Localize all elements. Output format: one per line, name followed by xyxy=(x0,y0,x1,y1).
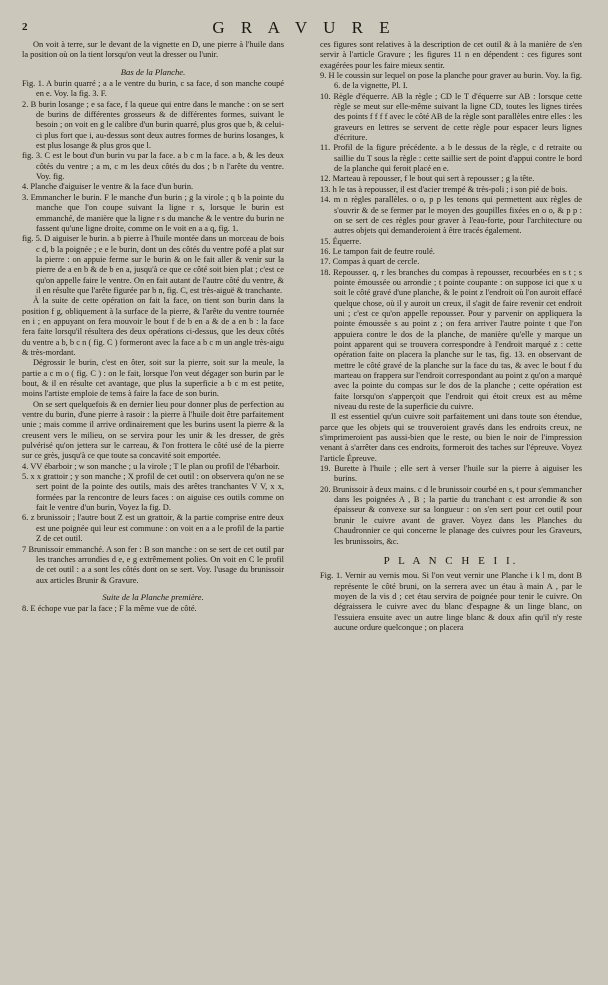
paragraph: À la suite de cette opération on fait la face, on tient son burin dans la position f g, obliquement à la surface de la pierre, & l'arête du ventre tournée en i ; en appuyant on fera mouvoir le bout f de b en a & de a en b : la face fera faite lorsqu'il résultera des deux opérations ci-dessus, que les deux côtés du ventre a b, b c n ( fig. C ) formeront avec la face a b c m un angle très-aigu & très-mordant. xyxy=(22,296,284,357)
paragraph: 2. B burin losange ; e sa face, f la queue qui entre dans le manche : on se sert de burins de différentes grosseurs & de différentes formes, suivant le besoin ; on voit en g le calibre d'un burin quarré, plus gros que b, & celui-ci plus fort que i, au-dessus sont deux autres formes de burins losanges, k est plus losange & plus gros que l. xyxy=(22,99,284,151)
paragraph: Fig. 1. A burin quarré ; a a le ventre du burin, c sa face, d son manche coupé en e. Voy. la fig. 3. F. xyxy=(22,79,284,99)
paragraph: On se sert quelquefois & en dernier lieu pour donner plus de perfection au ventre du burin, d'une pierre à rasoir : la pierre à l'huile doit être parfaitement unie ; mais comme il arrive ordinairement que les burins usent la pierre & la creusent vers le milieu, on se servira pour les unir & les dresser, de grès pulvérisé qu'on jettera sur le carreau, & l'on frottera le côté usé de la pierre sur ce grès, jusqu'à ce que toute sa concavité soit emportée. xyxy=(22,399,284,461)
column-right xyxy=(320,40,582,633)
column-left xyxy=(22,40,284,615)
paragraph: 18. Repousser. q, r les branches du compas à repousser, recourbées en s t ; s pointe émoussée ou arrondie ; t pointe coupante : on suppose ici que x u soit le côté gravé d'une planche, & le point z l'endroit où l'on auroit effacé quelque chose, où il y auroit un creux, il s'agit de faire revenir cet endroit uni ; c'est ce qu'on appelle repousser. Pour y parvenir on appliquera la pointe émoussée s au point z ; on fera arriver l'autre pointe t que l'on appuiera contre le dos de la planche, de manière qu'elle y marque un point apparent qui se trouvera correspondre à l'endroit marqué z : cette opération faite on placera la planche sur le tas, fig. 13. en observant de mettre le côté gravé de la planche sur la face du tas, & avec le bout f du marteau on frappera sur l'endroit correspondant au point z qu'on a marqué avec la pointe du compas sur le dos de la planche ; cette opération est faite lorsqu'on s'apperçoit que l'endroit qui étoit creux est au même niveau du reste de la superficie du cuivre. xyxy=(320,267,582,412)
paragraph: 5. x x grattoir ; y son manche ; X profil de cet outil : on observera qu'on ne se sert point de la pointe des outils, mais des arêtes tranchantes V V, x x, formées par la rencontre de leurs faces : on aiguise ces outils comme on fait le ventre d'un burin, Voyez la fig. D. xyxy=(22,472,284,513)
paragraph: 10. Règle d'équerre. AB la règle ; CD le T d'équerre sur AB : lorsque cette règle se meut sur elle-même suivant la ligne CD, toutes les lignes tirées des points f f f f avec le côté AB de la règle sont parallèles entre elles : les graveurs en lettres se servent de cette règle pour espacer leurs lignes d'écriture. xyxy=(320,91,582,143)
paragraph: fig. 5. D aiguiser le burin. a b pierre à l'huile montée dans un morceau de bois c d, b la poignée ; e e le burin, dont un des côtés du ventre pofé a plat sur la pierre : on appuie ferme sur le burin & on le fait aller & venir sur la pierre de a en b & de b en a, jusqu'à ce que ce côté soit bien plat ; c'est ce qu'on appelle faire le ventre. On en fait autant de l'autre côté du ventre, & il en résulte que l'arête figurée par b n, fig. C, est très-aiguë & tranchante. xyxy=(22,234,284,295)
page-header xyxy=(0,18,608,40)
section-heading: Suite de la Planche première. xyxy=(102,591,204,602)
text-columns xyxy=(0,40,608,980)
paragraph: 13. h le tas à repousser, il est d'acier trempé & très-poli ; i son pié de bois. xyxy=(320,184,568,194)
paragraph: Il est essentiel qu'un cuivre soit parfaitement uni dans toute son étendue, parce que les objets qui se trouveroient gravés dans les endroits creux, ne s'imprimeroient pas aussi-bien que le reste, ou bien le noir de l'impression venant à s'arrêter dans ces endroits, formeroit des taches sur l'épreuve. Voyez l'article Épreuve. xyxy=(320,412,582,463)
paragraph: 9. H le coussin sur lequel on pose la planche pour graver au burin. Voy. la fig. 6. de la vignette, Pl. I. xyxy=(320,71,582,91)
paragraph: 19. Burette à l'huile ; elle sert à verser l'huile sur la pierre à aiguiser les burins. xyxy=(320,464,582,484)
paragraph: 15. Équerre. xyxy=(320,236,362,246)
paragraph: On voit à terre, sur le devant de la vignette en D, une pierre à l'huile dans la position où on la tient lorsqu'on veut la dresser ou l'unir. xyxy=(22,40,284,60)
running-title: G R A V U R E xyxy=(212,18,396,37)
paragraph: ces figures sont relatives à la description de cet outil & à la manière de s'en servir à l'article Gravure ; les figures 11 n en dépendent : ces figures sont exagérées pour les faire mieux sentir. xyxy=(320,40,582,70)
paragraph: 14. m n règles parallèles. o o, p p les tenons qui permettent aux règles de s'ouvrir & de se fermer par le moyen des goupilles fixées en o o, & p p : on se sert de ces règles pour graver à l'eau-forte, pour l'architecture ou autres objets qui demanderoient à être tracés également. xyxy=(320,195,582,236)
paragraph: 4. VV ébarboir ; w son manche ; u la virole ; T le plan ou profil de l'ébarboir. xyxy=(22,461,280,471)
paragraph: 17. Compas à quart de cercle. xyxy=(320,257,420,267)
paragraph: 16. Le tampon fait de feutre roulé. xyxy=(320,246,435,256)
paragraph: 4. Planche d'aiguiser le ventre & la face d'un burin. xyxy=(22,182,194,192)
paragraph: 12. Marteau à repousser, f le bout qui sert à repousser ; g la tête. xyxy=(320,174,535,184)
paragraph: 6. z brunissoir ; l'autre bout Z est un grattoir, & la partie comprise entre deux est une poignée qui leur est commune : on voit en a a le profil de la partie Z de cet outil. xyxy=(22,513,284,544)
paragraph: Fig. 1. Vernir au vernis mou. Si l'on veut vernir une Planche i k l m, dont B représente le côté bruni, on la serrera avec un étau à main A , par le moyen de la vis d ; cet étau servira de poignée pour tenir le cuivre. On dégraissera le cuivre avec du blanc d'espagne & un linge blanc, on l'essuiera ensuite avec un autre linge blanc & doux afin qu'il n'y reste aucune ordure quelconque ; on placera xyxy=(320,571,582,632)
paragraph: Dégrossir le burin, c'est en ôter, soit sur la pierre, soit sur la meule, la partie a c m o ( fig. C ) : on le fait, lorsque l'on veut dégager son burin par le bout, & il en résulte cet avantage, que plus la superficie a b c m est petite, moins l'artiste emploie de tems à faire la face de son burin. xyxy=(22,358,284,399)
paragraph: 8. E échope vue par la face ; F la même vue de côté. xyxy=(22,604,197,614)
paragraph: 11. Profil de la figure précédente. a b le dessus de la règle, c d retraite ou saillie du T sous la règle : cette saillie sert de point d'appui contre le bord de la planche qui feroit placé en e. xyxy=(320,143,582,174)
paragraph: 7 Brunissoir emmanché. A son fer : B son manche : on se sert de cet outil par les tranches arrondies d e, e g extrêmement polies. On voit en C le profil de cet outil : a a sont les côtés dont on se sert. Voy. l'usage du brunissoir aux articles Brunir & Gravure. xyxy=(22,544,284,585)
section-heading: Bas de la Planche. xyxy=(120,66,186,77)
plate-heading: P L A N C H E I I. xyxy=(383,554,519,567)
paragraph: 20. Brunissoir à deux mains. c d le brunissoir courbé en s, t pour s'emmancher dans les poignées A , B ; la partie du tranchant c est arrondie & son épaisseur & convexe sur sa longueur : on s'en sert pour cet outil pour brunir le cuivre avant de graver. Voyez dans les Planches du Chaudronnier ce qui concerne le planage des cuivres pour les Graveurs, les brunissoirs, &c. xyxy=(320,484,582,546)
page-number: 2 xyxy=(22,21,28,33)
paragraph: fig. 3. C est le bout d'un burin vu par la face. a b c m la face. a b, & les deux côtés du ventre ; a m, c m les deux côtés du dos ; b n l'arête du ventre. Voy. fig. xyxy=(22,151,284,182)
paragraph: 3. Emmancher le burin. F le manche d'un burin ; g la virole ; q b la pointe du manche que l'on coupe suivant la ligne r s, lorsque le burin est emmanché, de manière que la ligne r s du manche & le ventre du burin ne fassent qu'une ligne droite, comme on le voit en a a q, fig. 1. xyxy=(22,192,284,233)
